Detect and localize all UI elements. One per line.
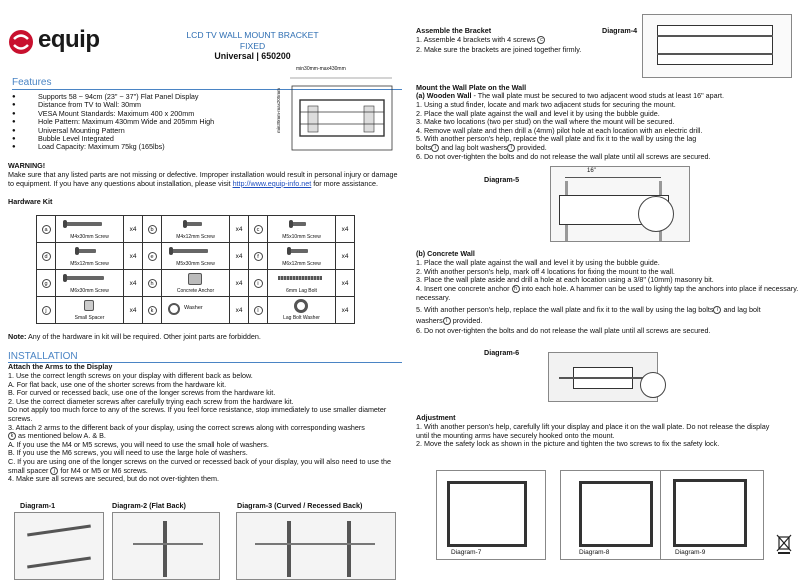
- diagram-5-label: Diagram-5: [484, 175, 520, 184]
- text-line: B. For curved or recessed back, use one of the longer screws from the hardware kit.: [8, 388, 276, 398]
- drill-detail: [638, 196, 674, 232]
- diagram-1-image: [14, 512, 104, 580]
- diagram-9-image: [660, 470, 764, 560]
- text-line: 3. Make two locations (two per stud) on the wall where the mount will be secured.: [416, 117, 675, 127]
- text-line: 3. Place the wall plate aside and drill a hole at each location using a 3/8" (10mm) masonry bit.: [416, 275, 714, 285]
- installation-body: [8, 372, 404, 484]
- part-image: M4x12mm Screw: [162, 216, 230, 243]
- doc-title: LCD TV WALL MOUNT BRACKET: [186, 30, 319, 40]
- logo-mark-icon: [8, 29, 34, 55]
- part-image: M6x12mm Screw: [268, 243, 336, 270]
- table-row: [37, 297, 355, 324]
- text-line: 1. Using a stud finder, locate and mark two adjacent studs for securing the mount.: [416, 100, 676, 109]
- assemble-line-2: 2. Make sure the brackets are joined together firmly.: [416, 45, 582, 54]
- part-qty: x4: [124, 243, 143, 270]
- features-list: [10, 93, 270, 152]
- text-line: 2. Move the safety lock as shown in the picture and tighten the two screws to fix the safety lock.: [416, 439, 720, 449]
- text-line: 4. Make sure all screws are secured, but do not over-tighten them.: [8, 474, 219, 484]
- text-line: 2. Place the wall plate against the wall and level it by using the bubble guide.: [416, 108, 660, 118]
- part-image: M5x10mm Screw: [268, 216, 336, 243]
- part-qty: x4: [124, 297, 143, 324]
- part-letter: d: [37, 243, 56, 270]
- diagram-7-image: [436, 470, 546, 560]
- text-line: 6. Do not over-tighten the bolts and do not release the wall plate until all screws are secured.: [416, 326, 711, 336]
- part-qty: x4: [336, 270, 355, 297]
- part-letter: g: [37, 270, 56, 297]
- installation-sub: Attach the Arms to the Display: [8, 362, 113, 371]
- part-letter: c: [249, 216, 268, 243]
- text-line: 1. Place the wall plate against the wall and level it by using the bubble guide.: [416, 258, 660, 267]
- part-qty: x4: [336, 243, 355, 270]
- part-image: M5x30mm Screw: [162, 243, 230, 270]
- hardware-table: [36, 215, 355, 324]
- diagram-3-label: Diagram-3 (Curved / Recessed Back): [237, 501, 363, 510]
- adjustment-heading: Adjustment: [416, 413, 456, 422]
- diagram-9-label: Diagram-9: [675, 549, 706, 556]
- feature-item: ● Hole Pattern: Maximum 430mm Wide and 205mm High: [10, 118, 270, 126]
- assemble-line-1: 1. Assemble 4 brackets with 4 screws c: [416, 36, 545, 45]
- text-line: C. If you are using one of the longer screws on the curved or recessed back of your display, you will also need to use the small spacer j for M4 or M5 or M6 screws.: [8, 456, 392, 475]
- part-image: Washer: [162, 297, 230, 324]
- wallplate-body: [416, 101, 802, 161]
- part-image: M4x30mm Screw: [56, 216, 124, 243]
- warning-after: for more assistance.: [311, 178, 378, 188]
- diagram-6-label: Diagram-6: [484, 348, 520, 357]
- part-qty: x4: [336, 216, 355, 243]
- text-line: 6. Do not over-tighten the bolts and do not release the wall plate until all screws are secured.: [416, 151, 711, 161]
- feature-item: ● Supports 58 ~ 94cm (23" ~ 37") Flat Panel Display: [10, 93, 270, 101]
- doc-model: Universal | 650200: [214, 51, 291, 61]
- text-line: 2. Use the correct diameter screws after carefully trying each screw from the hardware kit.: [8, 396, 294, 406]
- bracket-icon: [286, 76, 396, 154]
- concrete-heading: (b) Concrete Wall: [416, 249, 475, 258]
- table-row: [37, 216, 355, 243]
- text-line: Do not apply too much force to any of the screws. If you feel force resistance, stop immediately to use smaller diameter screws.: [8, 405, 387, 423]
- text-line: necessary.: [416, 293, 451, 303]
- feature-item: ● Distance from TV to Wall: 30mm: [10, 101, 270, 109]
- part-qty: x4: [124, 216, 143, 243]
- part-image: Concrete Anchor: [162, 270, 230, 297]
- support-link[interactable]: http://www.equip-info.net: [232, 178, 312, 188]
- diagram-4-label: Diagram-4: [602, 26, 638, 35]
- text-line: A. If you use the M4 or M5 screws, you will need to use the small hole of washers.: [8, 439, 269, 449]
- part-image: Lag Bolt Washer: [268, 297, 336, 324]
- part-letter: h: [143, 270, 162, 297]
- text-line: 4. Insert one concrete anchor h into each hole. A hammer can be used to lightly tap the anchors into place if necessary.: [416, 283, 799, 293]
- dim-side-label: min30mm-max205mm: [275, 88, 281, 133]
- diagram-2-label: Diagram-2 (Flat Back): [112, 501, 186, 510]
- feature-item: ● Universal Mounting Pattern: [10, 127, 270, 135]
- part-letter: i: [249, 270, 268, 297]
- part-image: M6x30mm Screw: [56, 270, 124, 297]
- warning-heading: WARNING!: [8, 161, 46, 170]
- part-letter: j: [37, 297, 56, 324]
- part-qty: x4: [230, 216, 249, 243]
- hardware-heading: Hardware Kit: [8, 197, 53, 206]
- doc-subtitle: FIXED: [239, 40, 266, 51]
- part-letter: e: [143, 243, 162, 270]
- part-image: Small Spacer: [56, 297, 124, 324]
- text-line: 1. With another person's help, carefully lift your display and place it on the wall plate. Do not release the display: [416, 422, 770, 431]
- diagram-4-image: [642, 14, 792, 78]
- anchor-detail: [640, 372, 666, 398]
- text-line: 2. With another person's help, mark off 4 locations for fixing the mount to the wall.: [416, 266, 675, 276]
- brand-name: equip: [38, 26, 100, 53]
- text-line: 3. Attach 2 arms to the different back of your display, using the correct screws along with corresponding washers: [8, 422, 365, 432]
- feature-item: ● Load Capacity: Maximum 75kg (165lbs): [10, 143, 270, 151]
- text-line: washers l provided.: [416, 315, 483, 325]
- text-line: 4. Remove wall plate and then drill a (4mm) pilot hole at each location with an electric drill.: [416, 125, 703, 135]
- diagram-7-label: Diagram-7: [451, 549, 482, 556]
- concrete-body: [416, 259, 802, 336]
- diagram-1-label: Diagram-1: [20, 501, 56, 510]
- bracket-dimension-drawing: [272, 66, 404, 158]
- warning-body: Make sure that any listed parts are not missing or defective. Improper installation would result in personal injury or damage to equipment. If you have any questions about installation, please visit: [8, 170, 398, 188]
- part-letter: f: [249, 243, 268, 270]
- part-letter: l: [249, 297, 268, 324]
- text-line: k as mentioned below A. & B.: [8, 432, 404, 441]
- installation-heading: INSTALLATION: [8, 351, 78, 362]
- brand-logo: [8, 26, 138, 58]
- part-image: M5x12mm Screw: [56, 243, 124, 270]
- text-line: A. For flat back, use one of the shorter screws from the hardware kit.: [8, 379, 227, 389]
- feature-item: ● Bubble Level Integrated: [10, 135, 270, 143]
- table-row: [37, 270, 355, 297]
- text-line: 5. With another person's help, replace the wall plate and fix it to the wall by using the lag bolts i and lag bolt: [416, 304, 761, 314]
- warning-text: [8, 171, 404, 188]
- assemble-heading: Assemble the Bracket: [416, 26, 492, 35]
- part-qty: x4: [230, 270, 249, 297]
- wallplate-sub: (a) Wooden Wall - The wall plate must be secured to two adjacent wood studs at least 16" apart.: [416, 91, 725, 100]
- part-image: 6mm Lag Bolt: [268, 270, 336, 297]
- part-letter: b: [143, 216, 162, 243]
- adjustment-body: [416, 423, 802, 449]
- part-qty: x4: [230, 243, 249, 270]
- part-qty: x4: [124, 270, 143, 297]
- dim-top-label: min30mm-max430mm: [296, 66, 346, 72]
- text-line: 1. Use the correct length screws on your display with different back as below.: [8, 371, 253, 380]
- hardware-note: Note: Any of the hardware in kit will be required. Other joint parts are forbidden.: [8, 332, 261, 341]
- text-line: until the mounting arms have securely hooked onto the mount.: [416, 430, 615, 440]
- diagram-3-image: [236, 512, 396, 580]
- part-qty: x4: [336, 297, 355, 324]
- feature-item: ● VESA Mount Standards: Maximum 400 x 200mm: [10, 110, 270, 118]
- table-row: [37, 243, 355, 270]
- part-letter: k: [143, 297, 162, 324]
- diagram-8-label: Diagram-8: [579, 549, 610, 556]
- text-line: bolts i and lag bolt washers l provided.: [416, 142, 547, 152]
- text-line: B. If you use the M6 screws, you will need to use the large hole of washers.: [8, 448, 248, 458]
- text-line: 5. With another person's help, replace the wall plate and fix it to the wall by using the lag: [416, 134, 697, 144]
- wallplate-heading: Mount the Wall Plate on the Wall: [416, 83, 527, 92]
- features-heading: Features: [12, 77, 52, 88]
- weee-bin-icon: [776, 534, 792, 554]
- part-qty: x4: [230, 297, 249, 324]
- part-letter: a: [37, 216, 56, 243]
- diagram-8-image: [560, 470, 670, 560]
- diagram-2-image: [112, 512, 220, 580]
- header-block: [160, 30, 345, 62]
- stud-distance-label: 16": [587, 168, 596, 174]
